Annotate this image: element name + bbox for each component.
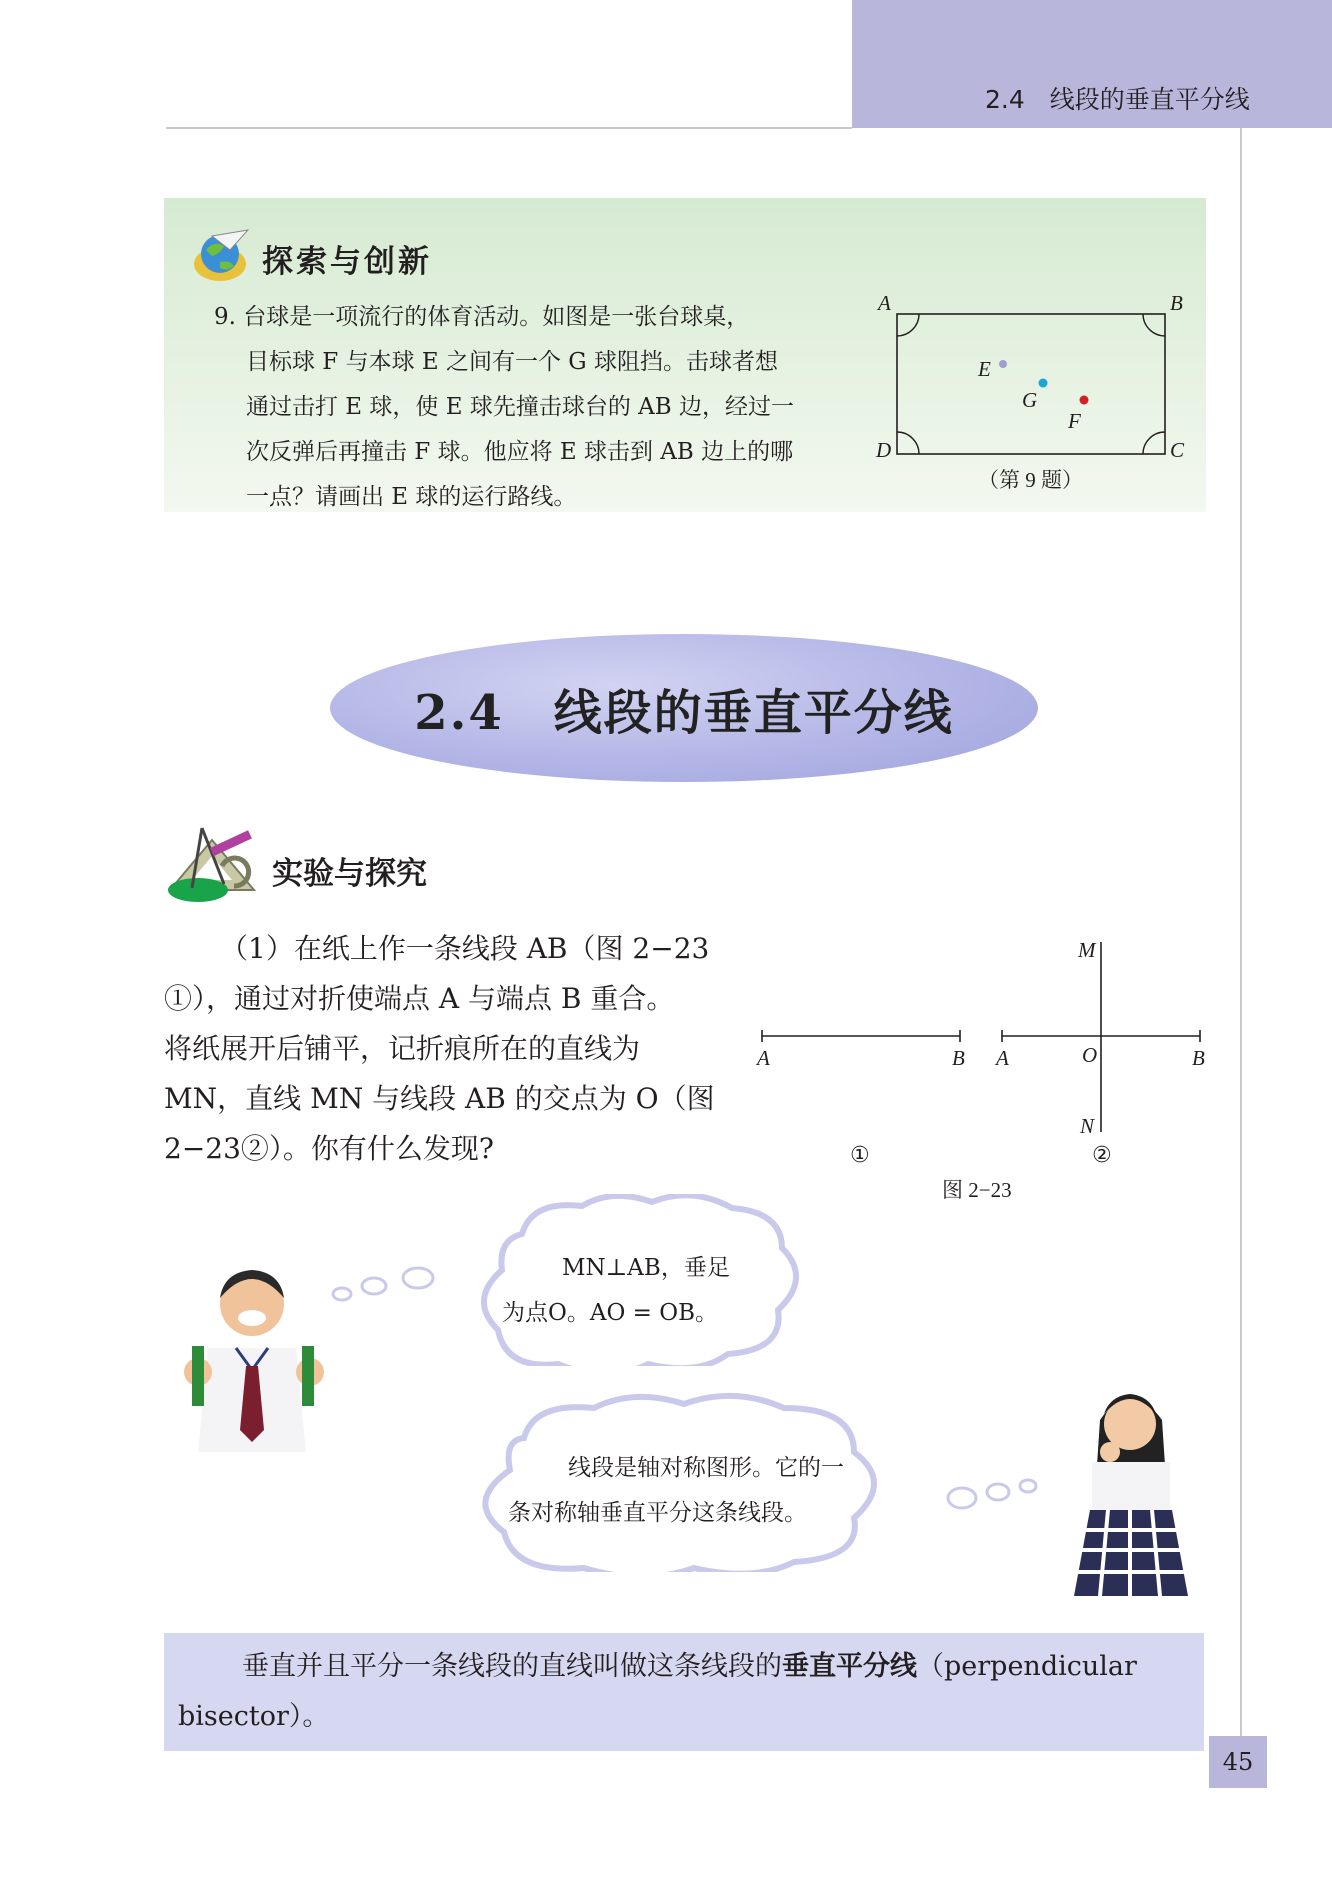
definition-line-2: bisector）。 (178, 1701, 330, 1732)
problem-line: 9. 台球是一项流行的体育活动。如图是一张台球桌， (214, 304, 750, 330)
problem-9-text (214, 295, 854, 520)
corner-label-c: C (1170, 438, 1185, 462)
corner-label-d: D (876, 438, 892, 462)
pocket-b (1143, 314, 1165, 336)
problem-line: 目标球 F 与本球 E 之间有一个 G 球阻挡。击球者想 (246, 349, 778, 375)
table-border (897, 314, 1165, 454)
figure-2-23 (752, 930, 1212, 1210)
body-line: 2−23②）。你有什么发现? (164, 1132, 494, 1165)
definition-line-1 (178, 1642, 1196, 1692)
corner-label-b: B (1170, 292, 1183, 315)
thought-dots-girl (944, 1472, 1044, 1512)
ball-e (999, 360, 1007, 368)
girl-thought-text (508, 1446, 908, 1536)
corner-label-a: A (878, 292, 891, 315)
running-header-title: 2.4 线段的垂直平分线 (985, 85, 1250, 114)
figure-9-caption: （第 9 题） (978, 468, 1083, 492)
boy-thought-text (502, 1246, 822, 1336)
thought-dots-boy (328, 1264, 444, 1304)
girl-illustration (1070, 1380, 1190, 1598)
label-o: O (1082, 1043, 1098, 1067)
pocket-c (1143, 432, 1165, 454)
label-b-2: B (1192, 1046, 1205, 1070)
problem-line: 次反弹后再撞击 F 球。他应将 E 球击到 AB 边上的哪 (246, 439, 794, 465)
ball-label-e: E (978, 357, 991, 381)
ball-label-f: F (1068, 409, 1081, 433)
pocket-d (897, 432, 919, 454)
bubble-line: 线段是轴对称图形。它的一 (568, 1455, 844, 1481)
boy-illustration (174, 1262, 334, 1454)
pocket-a (897, 314, 919, 336)
experiment-body (164, 924, 724, 1174)
label-a-2: A (996, 1046, 1009, 1070)
definition-prefix: 垂直并且平分一条线段的直线叫做这条线段的 (242, 1651, 782, 1682)
body-line: 将纸展开后铺平，记折痕所在的直线为 (164, 1032, 641, 1065)
body-line: （1）在纸上作一条线段 AB（图 2−23 (220, 932, 710, 965)
header-rule (166, 127, 852, 129)
bubble-line: 为点O。AO = OB。 (502, 1300, 718, 1326)
section-title: 2.4 线段的垂直平分线 (414, 684, 954, 741)
billiard-table-figure (870, 292, 1200, 502)
definition-term: 垂直平分线 (782, 1651, 917, 1682)
definition-suffix: （perpendicular (917, 1651, 1137, 1682)
ball-g (1039, 379, 1048, 388)
figure-caption: 图 2−23 (942, 1178, 1012, 1202)
globe-plane-icon (190, 228, 256, 284)
bubble-line: 条对称轴垂直平分这条线段。 (508, 1500, 807, 1526)
label-a-1: A (757, 1046, 770, 1070)
problem-line: 一点？请画出 E 球的运行路线。 (246, 484, 577, 510)
label-n: N (1080, 1114, 1095, 1138)
bubble-line: MN⊥AB，垂足 (562, 1255, 730, 1281)
margin-rule (1240, 128, 1242, 1740)
label-m: M (1078, 938, 1096, 962)
ball-f (1080, 396, 1089, 405)
body-line: ①），通过对折使端点 A 与端点 B 重合。 (164, 982, 675, 1015)
page-number: 45 (1222, 1748, 1254, 1776)
experiment-title: 实验与探究 (272, 856, 427, 892)
problem-line: 通过击打 E 球，使 E 球先撞击球台的 AB 边，经过一 (246, 394, 794, 420)
sub-label-1: ① (850, 1143, 870, 1168)
sub-label-2: ② (1092, 1143, 1112, 1168)
body-line: MN，直线 MN 与线段 AB 的交点为 O（图 (164, 1082, 715, 1115)
compass-ruler-icon (162, 818, 260, 902)
explore-title: 探索与创新 (262, 244, 432, 280)
definition-text (178, 1642, 1196, 1742)
label-b-1: B (952, 1046, 965, 1070)
ball-label-g: G (1022, 388, 1038, 412)
